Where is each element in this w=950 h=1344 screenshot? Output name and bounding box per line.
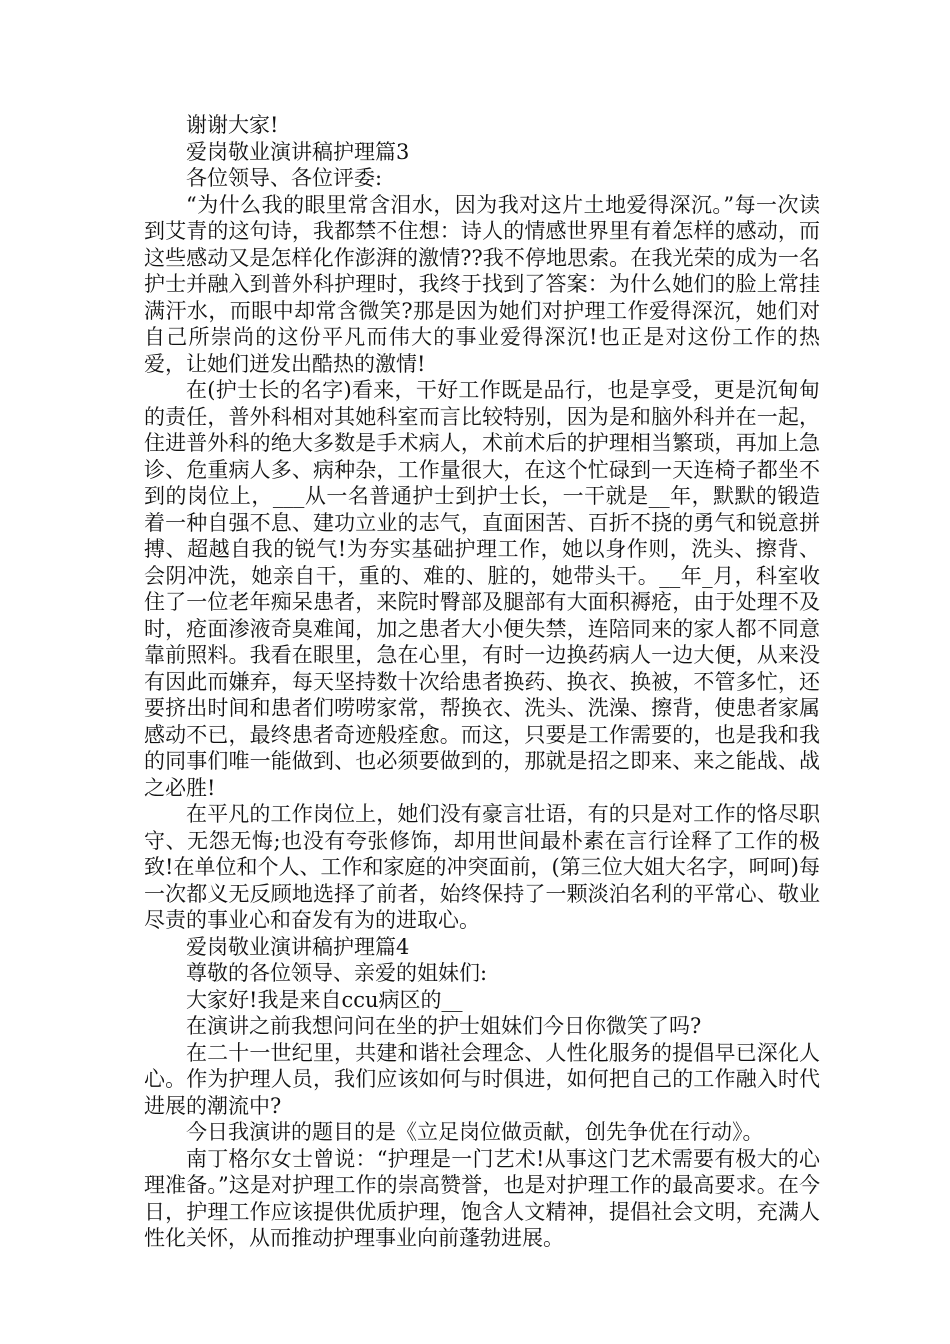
paragraph: 在演讲之前我想问问在坐的护士姐妹们今日你微笑了吗?: [186, 1014, 702, 1038]
paragraph-thanks: 谢谢大家!: [186, 113, 279, 137]
section-heading-4: 爱岗敬业演讲稿护理篇4: [186, 934, 410, 959]
salutation-4: 尊敬的各位领导、亲爱的姐妹们:: [186, 961, 488, 985]
paragraph: 在(护士长的名字)看来，干好工作既是品行，也是享受，更是沉甸甸的责任，普外科相对其她科室而言比较特别，因为是和脑外科并在一起，住进普外科的绝大多数是手术病人，术前术后的护理相当繁琐，再加上急诊、危重病人多、病种杂，工作量很大，在这个忙碌到一天连椅子都坐不到的岗位上，___从一名普通护士到护士长，一干就是__年，默默的锻造着一种自强不息、建功立业的志气，直面困苦、百折不挠的勇气和锐意拼搏、超越自我的锐气!为夯实基础护理工作，她以身作则，洗头、擦背、会阴冲洗，她亲自干，重的、难的、脏的，她带头干。__年_月，科室收住了一位老年痴呆患者，来院时臀部及腿部有大面积褥疮，由于处理不及时，疮面渗液奇臭难闻，加之患者大小便失禁，连陪同来的家人都不同意靠前照料。我看在眼里，急在心里，有时一边换药病人一边大便，从来没有因此而嫌弃，每天坚持数十次给患者换药、换衣、换被，不管多忙，还要挤出时间和患者们唠唠家常，帮换衣、洗头、洗澡、擦背，使患者家属感动不已，最终患者奇迹般痊愈。而这，只要是工作需要的，也是我和我的同事们唯一能做到、也必须要做到的，那就是招之即来、来之能战、战之必胜!: [144, 378, 820, 800]
document-body: [144, 112, 820, 1252]
paragraph: 南丁格尔女士曾说：“护理是一门艺术!从事这门艺术需要有极大的心理准备。”这是对护理工作的崇高赞誉，也是对护理工作的最高要求。在今日，护理工作应该提供优质护理，饱含人文精神，提倡社会文明，充满人性化关怀，从而推动护理事业向前蓬勃进展。: [144, 1146, 820, 1250]
paragraph: 大家好!我是来自ccu病区的__: [186, 987, 463, 1012]
paragraph: 在平凡的工作岗位上，她们没有豪言壮语，有的只是对工作的恪尽职守、无怨无悔;也没有夸张修饰，却用世间最朴素在言行诠释了工作的极致!在单位和个人、工作和家庭的冲突面前，(第三位大姐大名字，呵呵)每一次都义无反顾地选择了前者，始终保持了一颗淡泊名利的平常心、敬业尽责的事业心和奋发有为的进取心。: [144, 802, 820, 932]
section-heading-3: 爱岗敬业演讲稿护理篇3: [186, 139, 410, 164]
paragraph: “为什么我的眼里常含泪水，因为我对这片土地爱得深沉。”每一次读到艾青的这句诗，我都禁不住想：诗人的情感世界里有着怎样的感动，而这些感动又是怎样化作澎湃的激情??我不停地思索。在我光荣的成为一名护士并融入到普外科护理时，我终于找到了答案：为什么她们的脸上常挂满汗水，而眼中却常含微笑?那是因为她们对护理工作爱得深沉，她们对自己所崇尚的这份平凡而伟大的事业爱得深沉!也正是对这份工作的热爱，让她们迸发出酷热的激情!: [144, 192, 820, 376]
paragraph: 在二十一世纪里，共建和谐社会理念、人性化服务的提倡早已深化人心。作为护理人员，我们应该如何与时俱进，如何把自己的工作融入时代进展的潮流中?: [144, 1040, 820, 1118]
salutation-3: 各位领导、各位评委:: [186, 166, 383, 190]
paragraph: 今日我演讲的题目的是《立足岗位做贡献，创先争优在行动》。: [186, 1120, 764, 1144]
